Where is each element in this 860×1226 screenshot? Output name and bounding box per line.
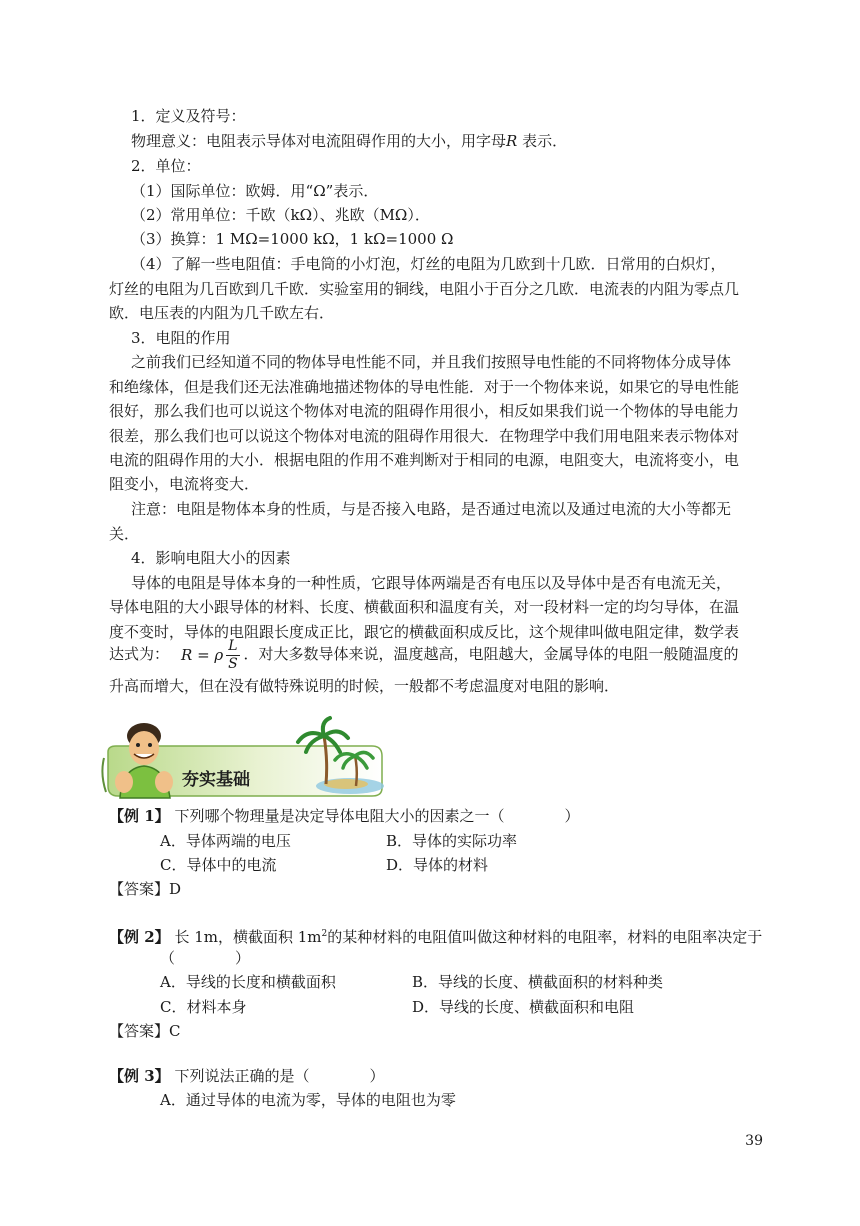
symbol-r: R (506, 132, 518, 150)
example-1-answer: 【答案】D (109, 880, 182, 898)
unit-conversion: （3）换算：1 MΩ=1000 kΩ，1 kΩ=1000 Ω (131, 230, 454, 248)
example-3-option-a: A．通过导体的电流为零，导体的电阻也为零 (160, 1091, 456, 1109)
example-2-question-cont: （ ） (160, 949, 251, 967)
example-1-option-a: A．导体两端的电压 (160, 832, 291, 850)
section-3-line-6: 阻变小，电流将变大． (109, 475, 260, 493)
section-1-body: 物理意义：电阻表示导体对电流阻碍作用的大小，用字母R 表示． (131, 132, 568, 150)
example-1-option-c: C．导体中的电流 (160, 856, 277, 874)
example-1-option-d: D．导体的材料 (386, 856, 489, 874)
example-2-option-a: A．导线的长度和横截面积 (160, 973, 336, 991)
section-4-line-3: 度不变时，导体的电阻跟长度成正比，跟它的横截面积成反比，这个规律叫做电阻定律，数学表 (109, 623, 740, 641)
section-3-line-4: 很差，那么我们也可以说这个物体对电流的阻碍作用很大．在物理学中我们用电阻来表示物体对 (109, 427, 740, 445)
section-1-title: 1．定义及符号： (131, 107, 246, 125)
section-3-line-3: 很好，那么我们也可以说这个物体对电流的阻碍作用很小，相反如果我们说一个物体的导电能力 (109, 402, 740, 420)
section-3-title: 3．电阻的作用 (131, 329, 231, 347)
example-1-option-b: B．导体的实际功率 (386, 832, 518, 850)
section-3-line-2: 和绝缘体，但是我们还无法准确地描述物体的导电性能．对于一个物体来说，如果它的导电性能 (109, 378, 740, 396)
example-2-option-b: B．导线的长度、横截面积的材料种类 (412, 973, 664, 991)
resistance-values-line-3: 欧．电压表的内阻为几千欧左右． (109, 304, 335, 322)
section-2-title: 2．单位： (131, 157, 201, 175)
section-4-line-1: 导体的电阻是导体本身的一种性质，它跟导体两端是否有电压以及导体中是否有电流无关， (131, 574, 732, 592)
example-1-question: 【例 1】 下列哪个物理量是决定导体电阻大小的因素之一（ ） (109, 807, 580, 825)
unit-international: （1）国际单位：欧姆．用“Ω”表示． (131, 182, 379, 200)
section-3-line-1: 之前我们已经知道不同的物体导电性能不同，并且我们按照导电性能的不同将物体分成导体 (131, 353, 732, 371)
section-4-line-5: 升高而增大，但在没有做特殊说明的时候，一般都不考虑温度对电阻的影响． (109, 677, 620, 695)
example-2-option-c: C．材料本身 (160, 998, 247, 1016)
example-3-question: 【例 3】 下列说法正确的是（ ） (109, 1067, 385, 1085)
section-4-formula-line: 达式为： R = ρ $\frac{L}{S}$ ．对大多数导体来说，温度越高，电阻越大，金属导体的电阻一般随温度的 (109, 634, 739, 675)
section-4-title: 4．影响电阻大小的因素 (131, 549, 291, 567)
section-4-line-2: 导体电阻的大小跟导体的材料、长度、横截面积和温度有关，对一段材料一定的均匀导体，在温 (109, 598, 740, 616)
example-2-answer: 【答案】C (109, 1022, 181, 1040)
resistance-values-line-2: 灯丝的电阻为几百欧到几千欧．实验室用的铜线，电阻小于百分之几欧．电流表的内阻为零点几 (109, 280, 740, 298)
resistance-formula: R = ρ $\frac{L}{S}$ (181, 637, 238, 672)
section-3-line-5: 电流的阻碍作用的大小．根据电阻的作用不难判断对于相同的电源，电阻变大，电流将变小，电 (109, 451, 740, 469)
resistance-values-line-1: （4）了解一些电阻值：手电筒的小灯泡，灯丝的电阻为几欧到十几欧．日常用的白炽灯， (131, 255, 726, 273)
banner-title: 夯实基础 (182, 770, 250, 790)
example-2-question: 【例 2】 长 1m，横截面积 $1m^2$的某种材料的电阻值叫做这种材料的电阻率，材料的电阻率决定于 (109, 928, 763, 946)
unit-common: （2）常用单位：千欧（kΩ）、兆欧（MΩ）． (131, 206, 430, 224)
note-line-1: 注意：电阻是物体本身的性质，与是否接入电路，是否通过电流以及通过电流的大小等都无 (131, 500, 732, 518)
example-2-option-d: D．导线的长度、横截面积和电阻 (412, 998, 635, 1016)
page-number: 39 (745, 1133, 763, 1149)
note-line-2: 关． (109, 525, 140, 543)
